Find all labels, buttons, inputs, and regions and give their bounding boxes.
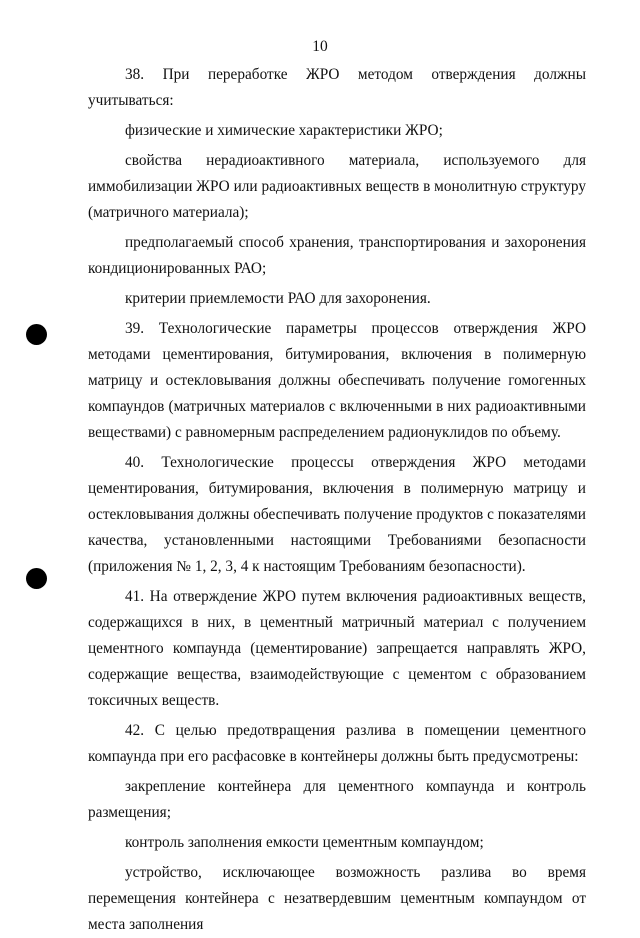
- list-item-container-fixing: закрепление контейнера для цементного компаунда и контроль размещения;: [88, 778, 586, 821]
- paragraph-42-intro: 42. С целью предотвращения разлива в помещении цементного компаунда при его расфасовке в контейнеры должны быть предусмотрены:: [88, 722, 586, 765]
- punch-hole-mark-top: [26, 324, 47, 345]
- list-item-filling-control: контроль заполнения емкости цементным компаундом;: [125, 834, 484, 851]
- document-body: [88, 62, 586, 938]
- paragraph-41: 41. На отверждение ЖРО путем включения радиоактивных веществ, содержащихся в них, в цементный матричный материал с получением цементного компаунда (цементирование) запрещается направлять ЖРО, содержащие вещества, взаимодействующие с цементом с образованием токсичных веществ.: [88, 588, 586, 709]
- list-item-spill-prevention-device: устройство, исключающее возможность разлива во время перемещения контейнера с незатвердевшим цементным компаундом от места заполнения: [88, 864, 586, 933]
- punch-hole-mark-bottom: [26, 568, 47, 589]
- list-item-storage-method: предполагаемый способ хранения, транспортирования и захоронения кондиционированных РАО;: [88, 234, 586, 277]
- paragraph-38-intro: 38. При переработке ЖРО методом отверждения должны учитываться:: [88, 66, 586, 109]
- list-item-acceptance-criteria: критерии приемлемости РАО для захоронения.: [125, 290, 431, 307]
- paragraph-40: 40. Технологические процессы отверждения ЖРО методами цементирования, битумирования, включения в полимерную матрицу и остекловывания должны обеспечивать получение продуктов с показателями качества, установленными настоящими Требованиями безопасности (приложения № 1, 2, 3, 4 к настоящим Требованиям безопасности).: [88, 454, 586, 575]
- list-item-matrix-material: свойства нерадиоактивного материала, используемого для иммобилизации ЖРО или радиоактивных веществ в монолитную структуру (матричного материала);: [88, 152, 586, 221]
- list-item-characteristics: физические и химические характеристики ЖРО;: [125, 122, 443, 139]
- page-number: 10: [312, 38, 328, 55]
- paragraph-39: 39. Технологические параметры процессов отверждения ЖРО методами цементирования, битумирования, включения в полимерную матрицу и остекловывания должны обеспечивать получение гомогенных компаундов (матричных материалов с включенными в них радиоактивными веществами) с равномерным распределением радионуклидов по объему.: [88, 320, 586, 441]
